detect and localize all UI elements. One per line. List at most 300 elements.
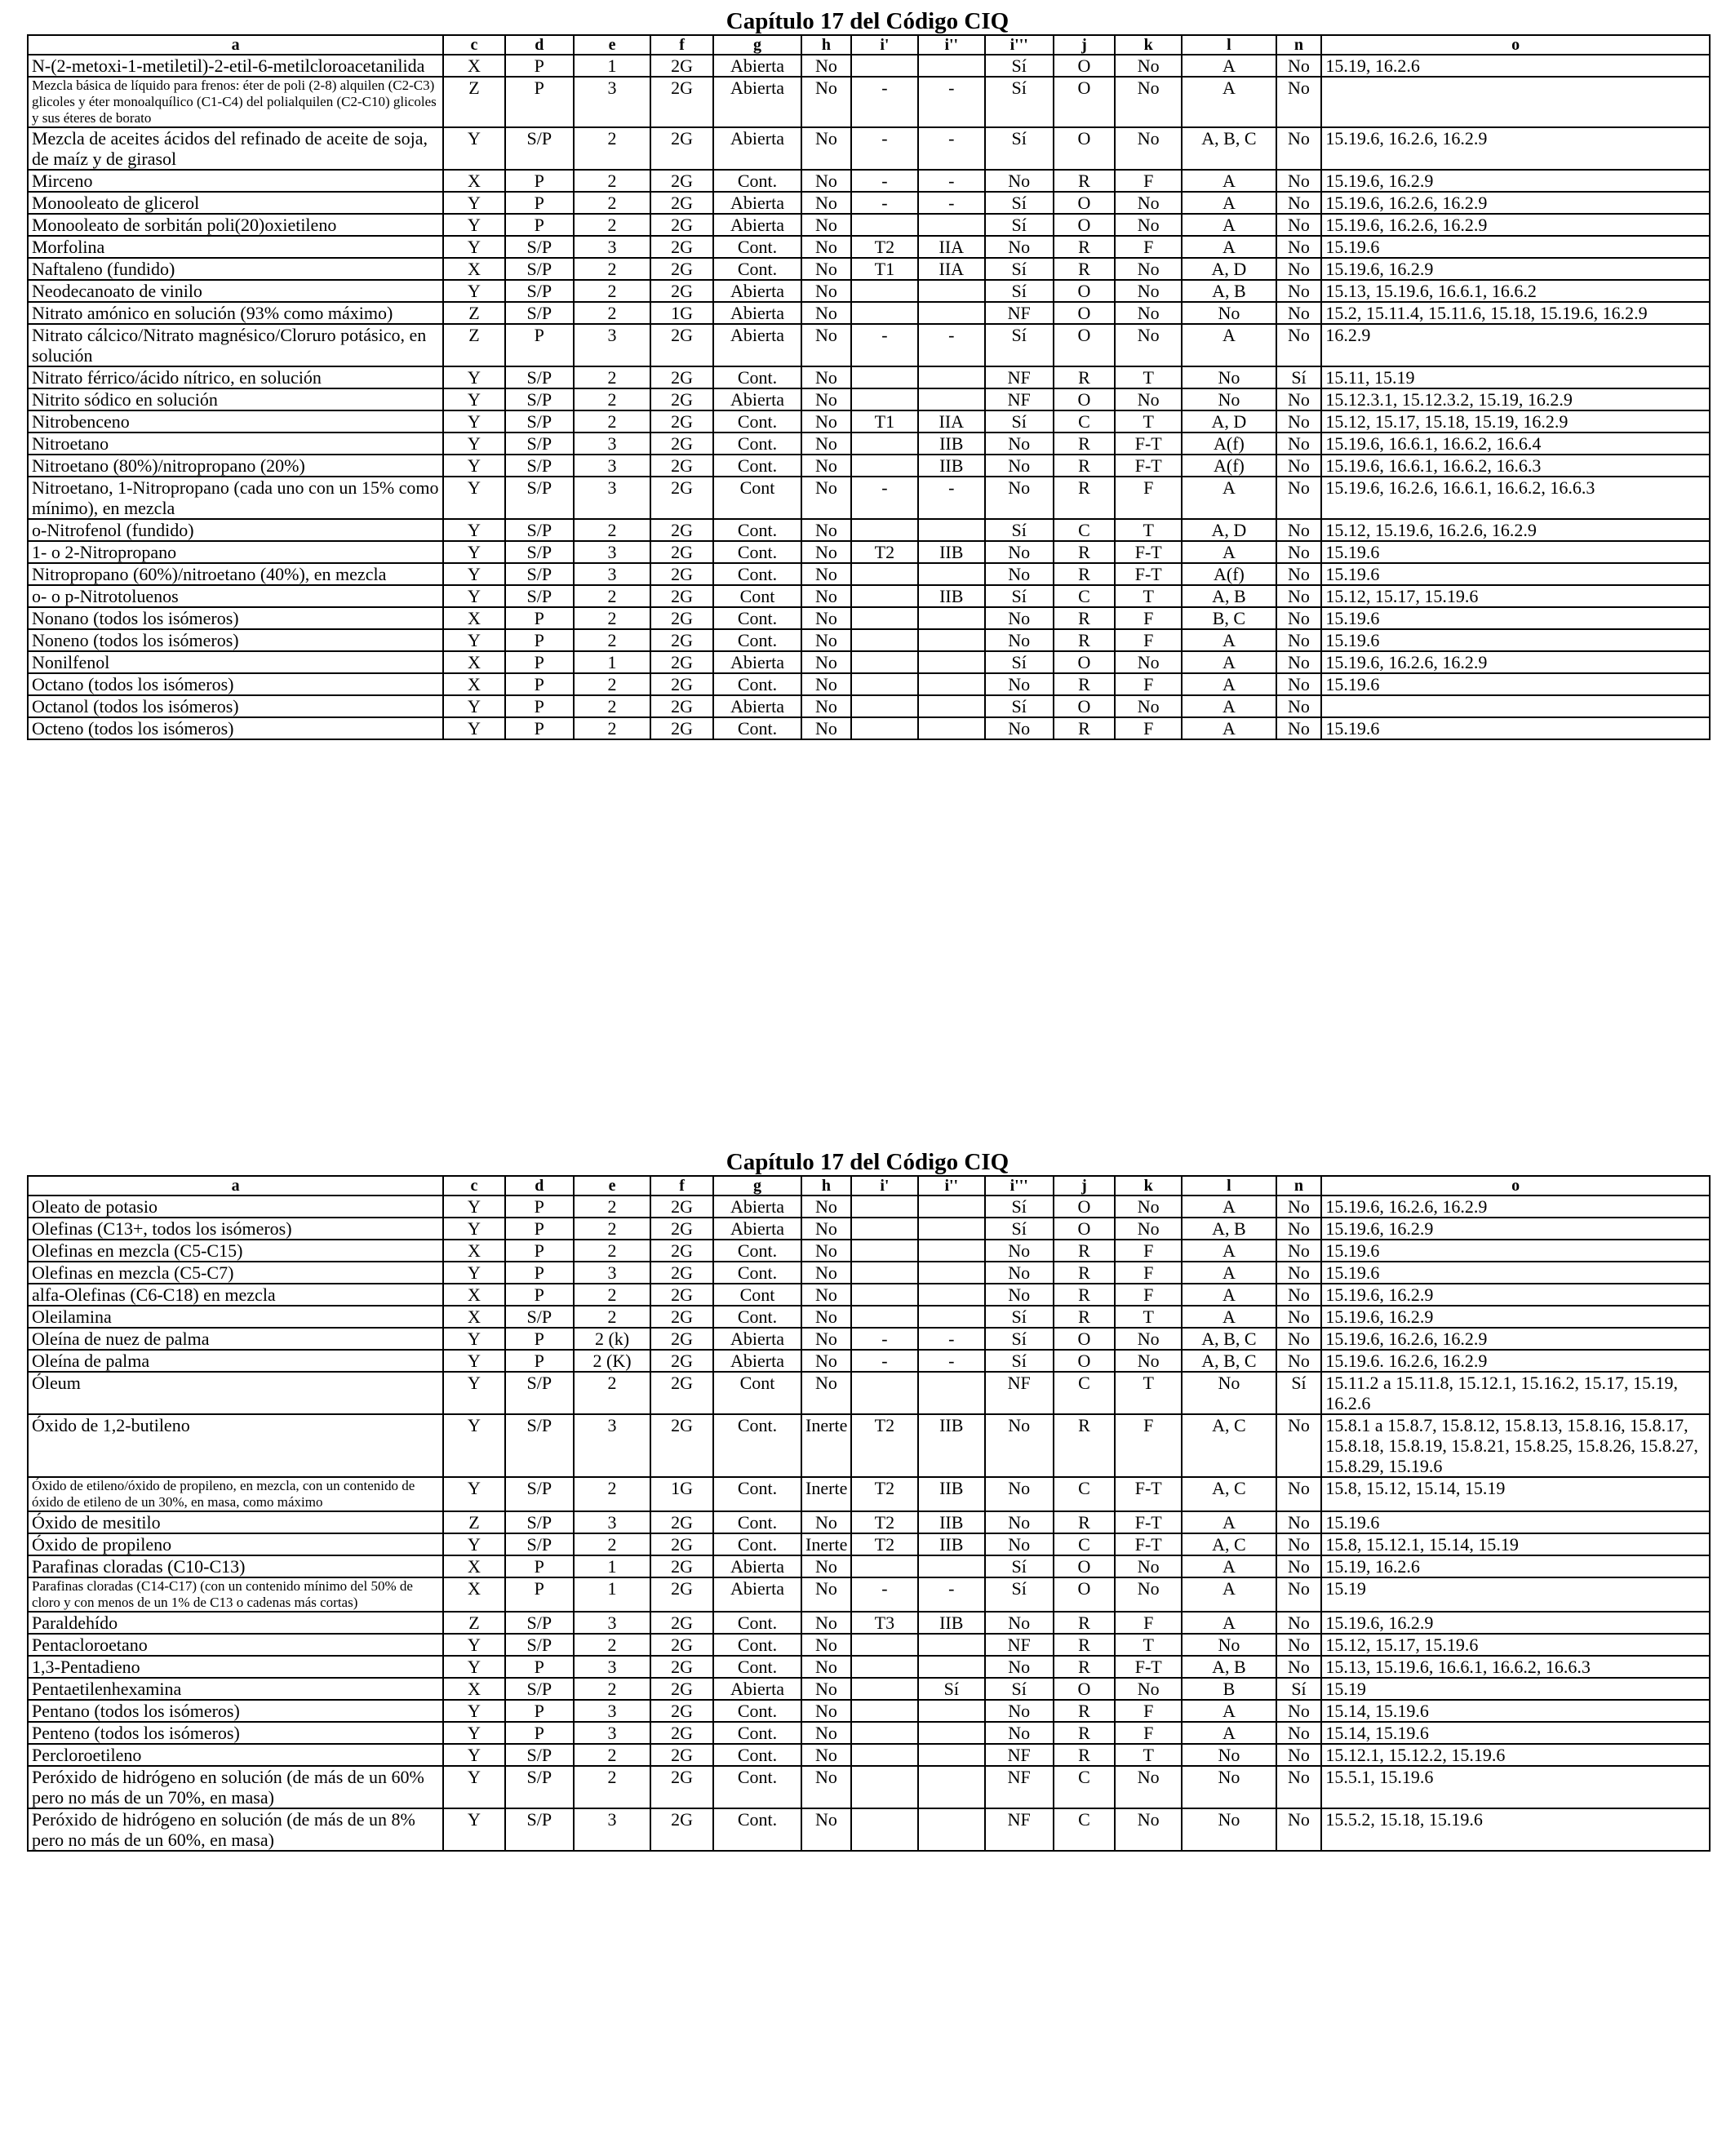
- column-header: d: [505, 1176, 574, 1196]
- table-cell: 15.19.6: [1321, 1240, 1710, 1262]
- table-cell: Cont.: [713, 433, 801, 455]
- table-cell: Peróxido de hidrógeno en solución (de más de un 60% pero no más de un 70%, en masa): [28, 1766, 443, 1808]
- table-cell: 15.19.6: [1321, 1511, 1710, 1533]
- table-cell: No: [1276, 673, 1322, 695]
- table-cell: 2: [574, 717, 650, 739]
- table-cell: [851, 1555, 918, 1577]
- table-cell: Cont.: [713, 1808, 801, 1851]
- table-cell: o-Nitrofenol (fundido): [28, 519, 443, 541]
- table-cell: [851, 1656, 918, 1678]
- table-row: [28, 1766, 1710, 1808]
- table-cell: A: [1182, 77, 1276, 127]
- table-cell: [851, 1634, 918, 1656]
- table-cell: 1: [574, 1577, 650, 1612]
- table-cell: 15.19.6: [1321, 1262, 1710, 1284]
- table-cell: [918, 1306, 985, 1328]
- table-cell: Cont.: [713, 519, 801, 541]
- table-cell: 2G: [650, 455, 713, 477]
- table-cell: 2G: [650, 1634, 713, 1656]
- table-cell: Sí: [1276, 1372, 1322, 1414]
- table-cell: No: [1276, 410, 1322, 433]
- table-row: [28, 1533, 1710, 1555]
- table-cell: A: [1182, 236, 1276, 258]
- table-cell: 3: [574, 1700, 650, 1722]
- table-row: [28, 366, 1710, 388]
- table-cell: Abierta: [713, 280, 801, 302]
- table-cell: IIB: [918, 1511, 985, 1533]
- column-header: o: [1321, 35, 1710, 55]
- table-cell: Abierta: [713, 1218, 801, 1240]
- table-cell: Abierta: [713, 1328, 801, 1350]
- table-cell: F-T: [1115, 1533, 1182, 1555]
- table-cell: P: [505, 1577, 574, 1612]
- table-row: [28, 1262, 1710, 1284]
- table-cell: R: [1054, 607, 1116, 629]
- table-cell: Óxido de propileno: [28, 1533, 443, 1555]
- table-cell: Cont.: [713, 1766, 801, 1808]
- table-cell: No: [801, 695, 851, 717]
- table-cell: Sí: [985, 1196, 1054, 1218]
- table-cell: No: [801, 519, 851, 541]
- table-cell: No: [985, 455, 1054, 477]
- table-row: [28, 192, 1710, 214]
- table-cell: [918, 1634, 985, 1656]
- table-cell: A, C: [1182, 1533, 1276, 1555]
- table-cell: 2G: [650, 192, 713, 214]
- table-cell: Cont.: [713, 607, 801, 629]
- table-cell: 15.12.1, 15.12.2, 15.19.6: [1321, 1744, 1710, 1766]
- table-cell: X: [443, 258, 505, 280]
- table-cell: Pentano (todos los isómeros): [28, 1700, 443, 1722]
- table-cell: No: [801, 477, 851, 519]
- table-cell: F-T: [1115, 433, 1182, 455]
- table-cell: O: [1054, 127, 1116, 170]
- table-cell: P: [505, 1240, 574, 1262]
- table-cell: T: [1115, 410, 1182, 433]
- table-cell: No: [1182, 1372, 1276, 1414]
- table-cell: Nitroetano: [28, 433, 443, 455]
- table-cell: C: [1054, 1808, 1116, 1851]
- table-cell: No: [985, 1240, 1054, 1262]
- table-cell: NF: [985, 1766, 1054, 1808]
- table-cell: 1G: [650, 1477, 713, 1511]
- table-cell: No: [985, 541, 1054, 563]
- column-header: c: [443, 35, 505, 55]
- table-cell: S/P: [505, 258, 574, 280]
- table-cell: [851, 607, 918, 629]
- table-cell: S/P: [505, 410, 574, 433]
- table-cell: S/P: [505, 280, 574, 302]
- table-cell: Nonilfenol: [28, 651, 443, 673]
- table-cell: Cont.: [713, 170, 801, 192]
- table-cell: Sí: [985, 214, 1054, 236]
- column-header: e: [574, 35, 650, 55]
- table-cell: Y: [443, 1766, 505, 1808]
- table-cell: Inerte: [801, 1414, 851, 1477]
- table-cell: Y: [443, 1656, 505, 1678]
- table-cell: 3: [574, 1656, 650, 1678]
- table-cell: No: [801, 1555, 851, 1577]
- table-cell: No: [1115, 258, 1182, 280]
- table-cell: P: [505, 1656, 574, 1678]
- table-cell: [851, 695, 918, 717]
- table-cell: 15.2, 15.11.4, 15.11.6, 15.18, 15.19.6, 16.2.9: [1321, 302, 1710, 324]
- table-cell: P: [505, 1350, 574, 1372]
- table-cell: 2: [574, 1284, 650, 1306]
- table-cell: -: [851, 1328, 918, 1350]
- table-cell: Y: [443, 585, 505, 607]
- table-cell: X: [443, 1306, 505, 1328]
- table-cell: T: [1115, 1744, 1182, 1766]
- table-cell: P: [505, 695, 574, 717]
- column-header: j: [1054, 1176, 1116, 1196]
- table-cell: C: [1054, 1372, 1116, 1414]
- table-cell: Cont.: [713, 1511, 801, 1533]
- table-cell: [851, 1196, 918, 1218]
- table-cell: No: [1115, 1678, 1182, 1700]
- table-cell: P: [505, 1555, 574, 1577]
- table-cell: 2G: [650, 519, 713, 541]
- table-cell: No: [801, 1372, 851, 1414]
- column-header: d: [505, 35, 574, 55]
- table-cell: No: [1276, 1240, 1322, 1262]
- table-cell: 15.8, 15.12, 15.14, 15.19: [1321, 1477, 1710, 1511]
- table-cell: Olefinas en mezcla (C5-C7): [28, 1262, 443, 1284]
- table-cell: No: [1115, 280, 1182, 302]
- table-cell: NF: [985, 1808, 1054, 1851]
- table-cell: 15.19.6, 16.2.9: [1321, 258, 1710, 280]
- table-cell: No: [801, 192, 851, 214]
- table-row: [28, 1350, 1710, 1372]
- table-cell: 15.19.6, 16.2.9: [1321, 1612, 1710, 1634]
- table-cell: 15.19.6, 16.2.6, 16.2.9: [1321, 1328, 1710, 1350]
- table-cell: S/P: [505, 585, 574, 607]
- table-cell: S/P: [505, 302, 574, 324]
- table-cell: [851, 1678, 918, 1700]
- table-cell: Sí: [985, 1350, 1054, 1372]
- table-cell: R: [1054, 366, 1116, 388]
- column-header: i'': [918, 1176, 985, 1196]
- table-cell: A, D: [1182, 410, 1276, 433]
- table-cell: R: [1054, 1240, 1116, 1262]
- table-cell: R: [1054, 541, 1116, 563]
- table-cell: No: [1276, 1414, 1322, 1477]
- table-cell: No: [801, 1196, 851, 1218]
- column-header: h: [801, 1176, 851, 1196]
- table-cell: P: [505, 170, 574, 192]
- column-header: i': [851, 1176, 918, 1196]
- table-cell: No: [801, 1218, 851, 1240]
- table-cell: S/P: [505, 477, 574, 519]
- table-cell: S/P: [505, 1744, 574, 1766]
- table-cell: IIB: [918, 1533, 985, 1555]
- table-cell: P: [505, 77, 574, 127]
- table-cell: [918, 1218, 985, 1240]
- table-cell: Cont.: [713, 455, 801, 477]
- table-cell: 15.12, 15.17, 15.19.6: [1321, 585, 1710, 607]
- table-cell: [851, 1808, 918, 1851]
- table-cell: C: [1054, 410, 1116, 433]
- column-header: h: [801, 35, 851, 55]
- table-cell: A: [1182, 324, 1276, 366]
- table-cell: [918, 629, 985, 651]
- table-row: [28, 673, 1710, 695]
- table-cell: T2: [851, 236, 918, 258]
- table-cell: Nitrito sódico en solución: [28, 388, 443, 410]
- table-cell: A: [1182, 214, 1276, 236]
- table-cell: No: [801, 410, 851, 433]
- table-cell: No: [801, 541, 851, 563]
- table-cell: IIB: [918, 455, 985, 477]
- table-cell: No: [1276, 302, 1322, 324]
- table-cell: [918, 55, 985, 77]
- table-cell: Olefinas en mezcla (C5-C15): [28, 1240, 443, 1262]
- column-header: e: [574, 1176, 650, 1196]
- table-cell: R: [1054, 236, 1116, 258]
- table-cell: T2: [851, 1533, 918, 1555]
- table-cell: No: [801, 563, 851, 585]
- table-cell: No: [801, 607, 851, 629]
- column-header: j: [1054, 35, 1116, 55]
- table-cell: S/P: [505, 1678, 574, 1700]
- table-cell: No: [801, 1744, 851, 1766]
- table-cell: 2G: [650, 651, 713, 673]
- table-cell: Óleum: [28, 1372, 443, 1414]
- table-cell: S/P: [505, 433, 574, 455]
- table-cell: A: [1182, 55, 1276, 77]
- table-cell: 2: [574, 170, 650, 192]
- table-cell: T: [1115, 1372, 1182, 1414]
- table-cell: -: [918, 477, 985, 519]
- table-cell: [918, 651, 985, 673]
- table-cell: X: [443, 55, 505, 77]
- table-cell: [851, 55, 918, 77]
- table-cell: -: [918, 127, 985, 170]
- cargo-table-top: [27, 34, 1711, 740]
- table-cell: R: [1054, 717, 1116, 739]
- table-cell: Cont: [713, 1284, 801, 1306]
- table-cell: 2G: [650, 1766, 713, 1808]
- table-row: [28, 1744, 1710, 1766]
- table-row: [28, 695, 1710, 717]
- column-header: k: [1115, 35, 1182, 55]
- table-cell: F-T: [1115, 455, 1182, 477]
- table-cell: T: [1115, 1634, 1182, 1656]
- table-cell: Cont.: [713, 236, 801, 258]
- table-cell: 2: [574, 1477, 650, 1511]
- table-cell: -: [851, 192, 918, 214]
- table-row: [28, 302, 1710, 324]
- table-cell: S/P: [505, 1808, 574, 1851]
- table-cell: No: [1115, 302, 1182, 324]
- table-cell: Sí: [985, 651, 1054, 673]
- table-cell: No: [1276, 1744, 1322, 1766]
- table-cell: 15.19.6, 16.2.6, 16.2.9: [1321, 214, 1710, 236]
- table-cell: No: [1276, 541, 1322, 563]
- table-cell: No: [1182, 1808, 1276, 1851]
- table-row: [28, 1414, 1710, 1477]
- table-cell: No: [1276, 1262, 1322, 1284]
- table-cell: Y: [443, 1744, 505, 1766]
- table-cell: 2 (k): [574, 1328, 650, 1350]
- table-cell: R: [1054, 455, 1116, 477]
- table-cell: R: [1054, 629, 1116, 651]
- table-cell: 15.19.6, 16.6.1, 16.6.2, 16.6.4: [1321, 433, 1710, 455]
- table-cell: O: [1054, 302, 1116, 324]
- table-cell: O: [1054, 55, 1116, 77]
- table-cell: A: [1182, 1306, 1276, 1328]
- table-cell: A: [1182, 1262, 1276, 1284]
- table-cell: Y: [443, 127, 505, 170]
- table-cell: 15.14, 15.19.6: [1321, 1722, 1710, 1744]
- table-cell: Cont.: [713, 563, 801, 585]
- table-cell: -: [918, 324, 985, 366]
- table-cell: Sí: [985, 280, 1054, 302]
- table-cell: o- o p-Nitrotoluenos: [28, 585, 443, 607]
- table-cell: No: [1276, 170, 1322, 192]
- table-cell: [851, 1306, 918, 1328]
- column-header: g: [713, 1176, 801, 1196]
- table-cell: -: [851, 170, 918, 192]
- table-cell: No: [1115, 1577, 1182, 1612]
- table-cell: A: [1182, 673, 1276, 695]
- table-cell: 2G: [650, 258, 713, 280]
- table-cell: X: [443, 1284, 505, 1306]
- table-cell: 2: [574, 1678, 650, 1700]
- table-cell: No: [985, 433, 1054, 455]
- table-cell: A: [1182, 1612, 1276, 1634]
- table-cell: Y: [443, 1350, 505, 1372]
- table-cell: S/P: [505, 1511, 574, 1533]
- table-cell: 2: [574, 280, 650, 302]
- table-cell: IIB: [918, 1414, 985, 1477]
- table-cell: 2: [574, 1240, 650, 1262]
- table-cell: [918, 302, 985, 324]
- table-cell: R: [1054, 1612, 1116, 1634]
- table-cell: R: [1054, 1744, 1116, 1766]
- table-cell: No: [801, 1722, 851, 1744]
- table-cell: Sí: [985, 410, 1054, 433]
- table-cell: 2G: [650, 585, 713, 607]
- table-cell: X: [443, 170, 505, 192]
- table-cell: 15.11.2 a 15.11.8, 15.12.1, 15.16.2, 15.17, 15.19, 16.2.6: [1321, 1372, 1710, 1414]
- table-cell: No: [1276, 236, 1322, 258]
- table-cell: Parafinas cloradas (C10-C13): [28, 1555, 443, 1577]
- table-cell: IIB: [918, 1612, 985, 1634]
- table-cell: No: [801, 1700, 851, 1722]
- table-cell: [851, 629, 918, 651]
- table-cell: IIA: [918, 258, 985, 280]
- table-cell: 15.19: [1321, 1577, 1710, 1612]
- table-cell: 2: [574, 585, 650, 607]
- table-cell: No: [1276, 717, 1322, 739]
- table-cell: Óxido de mesitilo: [28, 1511, 443, 1533]
- table-cell: Z: [443, 302, 505, 324]
- table-cell: No: [985, 607, 1054, 629]
- table-row: [28, 1328, 1710, 1350]
- table-cell: 15.5.1, 15.19.6: [1321, 1766, 1710, 1808]
- table-cell: Y: [443, 1414, 505, 1477]
- table-cell: 2: [574, 410, 650, 433]
- table-cell: 2G: [650, 1511, 713, 1533]
- table-cell: No: [1276, 1766, 1322, 1808]
- table-cell: [851, 388, 918, 410]
- table-cell: F-T: [1115, 1477, 1182, 1511]
- table-cell: [851, 1262, 918, 1284]
- table-cell: Percloroetileno: [28, 1744, 443, 1766]
- table-cell: [918, 607, 985, 629]
- table-cell: 2G: [650, 607, 713, 629]
- table-cell: T1: [851, 410, 918, 433]
- table-cell: Abierta: [713, 1678, 801, 1700]
- cargo-table-bottom: [27, 1175, 1711, 1852]
- table-cell: 15.12, 15.17, 15.19.6: [1321, 1634, 1710, 1656]
- table-cell: A, D: [1182, 258, 1276, 280]
- table-cell: -: [918, 1577, 985, 1612]
- table-cell: 15.12, 15.17, 15.18, 15.19, 16.2.9: [1321, 410, 1710, 433]
- table-cell: Sí: [985, 258, 1054, 280]
- table-cell: A: [1182, 1555, 1276, 1577]
- table-cell: No: [1182, 302, 1276, 324]
- table-cell: 15.19.6: [1321, 563, 1710, 585]
- table-cell: 2: [574, 695, 650, 717]
- table-row: [28, 1700, 1710, 1722]
- table-cell: 3: [574, 433, 650, 455]
- table-cell: 15.19.6, 16.2.6, 16.2.9: [1321, 1196, 1710, 1218]
- table-cell: R: [1054, 673, 1116, 695]
- column-header: l: [1182, 1176, 1276, 1196]
- table-cell: No: [1276, 651, 1322, 673]
- table-cell: 3: [574, 1612, 650, 1634]
- table-cell: No: [801, 388, 851, 410]
- table-cell: 2: [574, 673, 650, 695]
- table-cell: [851, 280, 918, 302]
- table-cell: Cont.: [713, 258, 801, 280]
- table-cell: 15.8, 15.12.1, 15.14, 15.19: [1321, 1533, 1710, 1555]
- table-cell: 15.19.6: [1321, 717, 1710, 739]
- table-cell: Sí: [985, 55, 1054, 77]
- table-cell: 2: [574, 607, 650, 629]
- table-cell: R: [1054, 1722, 1116, 1744]
- table-cell: No: [1182, 366, 1276, 388]
- table-cell: Abierta: [713, 1577, 801, 1612]
- table-cell: [851, 302, 918, 324]
- table-cell: A: [1182, 170, 1276, 192]
- table-cell: T2: [851, 541, 918, 563]
- table-cell: P: [505, 1196, 574, 1218]
- table-cell: A: [1182, 629, 1276, 651]
- table-cell: No: [801, 629, 851, 651]
- table-cell: [851, 1372, 918, 1414]
- table-cell: F: [1115, 1240, 1182, 1262]
- table-cell: Y: [443, 236, 505, 258]
- page-title-bottom: Capítulo 17 del Código CIQ: [726, 1149, 1009, 1175]
- table-cell: 2: [574, 1744, 650, 1766]
- table-cell: Abierta: [713, 1350, 801, 1372]
- table-cell: Sí: [985, 192, 1054, 214]
- table-cell: Inerte: [801, 1477, 851, 1511]
- table-cell: T: [1115, 1306, 1182, 1328]
- table-cell: 2G: [650, 1744, 713, 1766]
- table-cell: 15.19.6, 16.2.9: [1321, 170, 1710, 192]
- table-cell: No: [1276, 1808, 1322, 1851]
- table-cell: No: [1276, 388, 1322, 410]
- table-cell: Cont: [713, 477, 801, 519]
- table-cell: F: [1115, 1700, 1182, 1722]
- table-cell: NF: [985, 1744, 1054, 1766]
- table-cell: Sí: [985, 77, 1054, 127]
- table-cell: Abierta: [713, 127, 801, 170]
